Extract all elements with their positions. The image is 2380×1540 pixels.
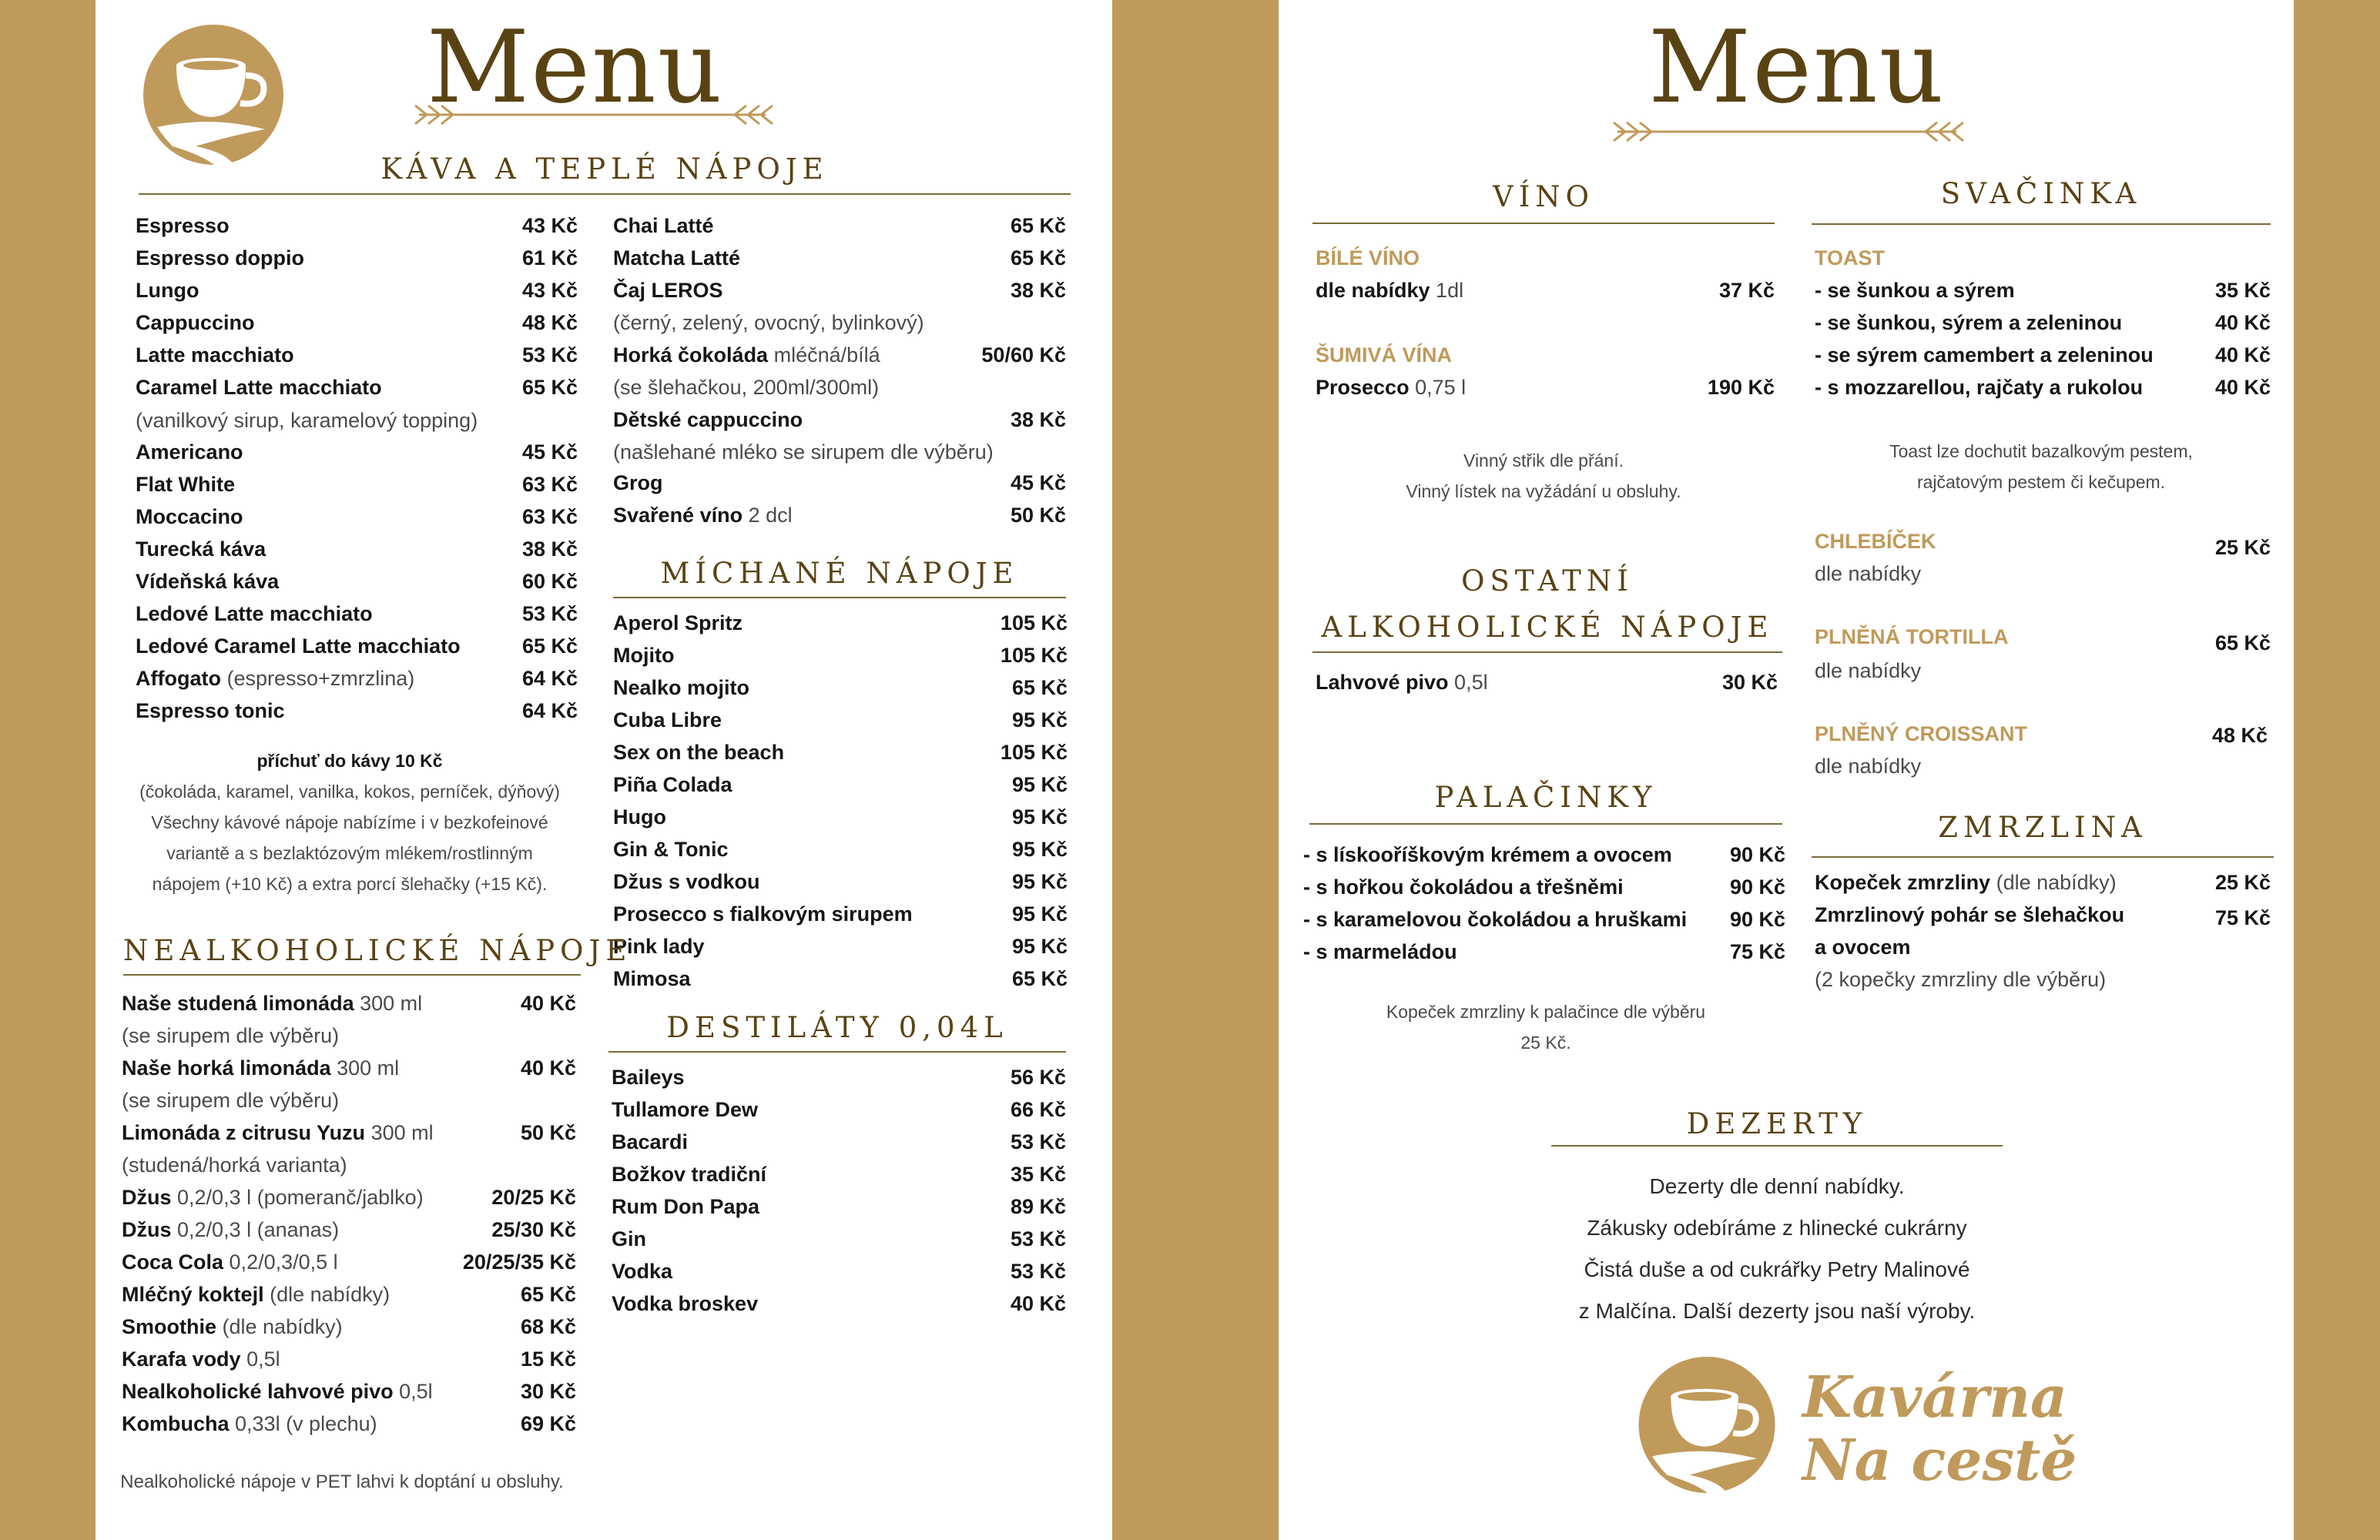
menu-item: [136, 539, 578, 560]
sparkling-category: ŠUMIVÁ VÍNA: [1316, 343, 1453, 367]
desserts-text: [1510, 1166, 2044, 1332]
item-price: 15 Kč: [520, 1348, 576, 1371]
item-name: Džus: [122, 1218, 172, 1241]
item-name: Prosecco: [1316, 376, 1410, 399]
arrow-divider-icon: [1610, 119, 1964, 145]
divider: [1812, 856, 2274, 858]
item-name: Piña Colada: [613, 773, 732, 796]
item-price: 66 Kč: [1010, 1098, 1066, 1121]
item-name: Espresso: [136, 214, 230, 237]
other-alcohol-heading: OSTATNÍ: [1461, 564, 1634, 598]
menu-item: [613, 904, 1068, 925]
item-note: dle nabídky: [1815, 562, 1922, 585]
toast-note: Toast lze dochutit bazalkovým pestem,: [1889, 441, 2193, 461]
menu-item: [122, 1220, 576, 1240]
item-price: 25 Kč: [2214, 536, 2271, 559]
menu-item: [612, 1100, 1066, 1120]
item-price: 95 Kč: [1011, 902, 1068, 926]
toast-note: rajčatovým pestem či kečupem.: [1916, 472, 2166, 492]
item-price: 190 Kč: [1707, 376, 1775, 399]
item-price: 35 Kč: [2214, 279, 2271, 302]
menu-item: [136, 280, 578, 301]
item-detail: 300 ml: [365, 1121, 434, 1144]
item-price: 38 Kč: [1010, 279, 1066, 302]
menu-item: [613, 678, 1068, 698]
menu-title: Menu: [427, 8, 724, 126]
item-price: 65 Kč: [2214, 631, 2271, 654]
desserts-heading: DEZERTY: [1686, 1107, 1868, 1140]
item-name: Božkov tradiční: [612, 1163, 767, 1186]
menu-item: [136, 377, 578, 398]
wine-heading: VÍNO: [1492, 180, 1595, 213]
menu-title: Menu: [1648, 8, 1946, 126]
divider: [613, 597, 1066, 598]
item-price: 50 Kč: [1010, 504, 1066, 527]
menu-item: [136, 345, 578, 366]
item-price: 40 Kč: [1010, 1292, 1066, 1315]
item-price: 105 Kč: [1000, 741, 1068, 764]
item-name: Tullamore Dew: [612, 1098, 759, 1121]
item-name: Vídeňská káva: [136, 570, 280, 593]
item-price: 53 Kč: [1010, 1130, 1066, 1153]
divider: [1312, 651, 1782, 653]
item-price: 40 Kč: [520, 992, 576, 1015]
menu-item: [613, 280, 1066, 301]
item-price: 20/25 Kč: [491, 1186, 576, 1209]
item-name: Cuba Libre: [613, 708, 722, 732]
wine-notes: [1312, 445, 1775, 507]
item-price: 65 Kč: [520, 1283, 576, 1306]
item-name: Lungo: [136, 279, 199, 302]
item-price: 56 Kč: [1010, 1066, 1066, 1089]
other-alcohol-heading-2: ALKOHOLICKÉ NÁPOJE: [1321, 611, 1774, 644]
item-name: Chai Latté: [613, 214, 714, 237]
item-price: 50 Kč: [520, 1121, 576, 1144]
menu-item: [612, 1164, 1066, 1185]
item-price: 30 Kč: [1721, 671, 1778, 694]
item-price: 95 Kč: [1011, 838, 1068, 861]
item-name: - s mozzarellou, rajčaty a rukolou: [1815, 376, 2144, 399]
item-name: Čaj LEROS: [613, 279, 723, 302]
item-name: Gin & Tonic: [613, 838, 729, 861]
item-detail: 0,75 l: [1409, 376, 1467, 399]
item-name: - s marmeládou: [1303, 940, 1457, 963]
item-price: 90 Kč: [1729, 875, 1785, 899]
menu-item: [612, 1261, 1066, 1282]
item-name: Mojito: [613, 644, 675, 667]
item-name: Cappuccino: [136, 311, 255, 334]
menu-item: [136, 216, 578, 236]
icecream-heading: ZMRZLINA: [1938, 811, 2147, 844]
item-price: 45 Kč: [1010, 471, 1066, 494]
mixed-heading: MÍCHANÉ NÁPOJE: [660, 557, 1019, 590]
divider: [1551, 1145, 2003, 1147]
item-name: Mléčný koktejl: [122, 1283, 264, 1306]
item-price: 61 Kč: [521, 246, 578, 270]
item-price: 40 Kč: [2214, 343, 2271, 367]
item-name: Pink lady: [613, 935, 705, 958]
menu-item: [136, 442, 578, 463]
croissant-category: PLNĚNÝ CROISSANT: [1815, 722, 2028, 745]
item-price: 65 Kč: [1011, 967, 1068, 990]
item-detail: 0,2/0,3 l (ananas): [171, 1218, 340, 1241]
flavor-line: nápojem (+10 Kč) a extra porcí šlehačky (+15 Kč).: [152, 874, 548, 894]
item-detail: 0,5l: [393, 1380, 433, 1403]
pancakes-heading: PALAČINKY: [1434, 781, 1658, 814]
menu-item: [1815, 377, 2271, 398]
item-name: Ledové Caramel Latte macchiato: [136, 634, 461, 658]
menu-item: [136, 571, 578, 592]
item-price: 63 Kč: [521, 505, 578, 528]
item-name: Baileys: [612, 1066, 685, 1089]
item-detail: 300 ml: [330, 1056, 400, 1080]
menu-item: [136, 474, 578, 495]
item-price: 37 Kč: [1718, 279, 1775, 302]
item-name: Naše studená limonáda: [122, 992, 354, 1015]
item-price: 60 Kč: [521, 570, 578, 593]
item-price: 89 Kč: [1010, 1195, 1066, 1218]
item-name: Nealkoholické lahvové pivo: [122, 1380, 394, 1403]
menu-item: [1316, 280, 1775, 301]
item-name: Karafa vody: [122, 1348, 241, 1371]
item-name: Mimosa: [613, 967, 691, 990]
dessert-line: Čistá duše a od cukrářky Petry Malinové: [1584, 1257, 1970, 1281]
menu-item: [613, 248, 1066, 269]
menu-item: [613, 969, 1068, 989]
pancake-note: 25 Kč.: [1520, 1033, 1571, 1053]
item-price: 48 Kč: [521, 311, 578, 334]
item-name: Kopeček zmrzliny: [1815, 871, 1991, 894]
item-price: 35 Kč: [1010, 1163, 1066, 1186]
arrow-divider-icon: [411, 102, 773, 128]
menu-item: [1316, 672, 1778, 693]
menu-item: [613, 742, 1068, 763]
menu-item: [613, 345, 1066, 366]
item-note: (se sirupem dle výběru): [122, 1024, 340, 1047]
item-price: 25/30 Kč: [491, 1218, 576, 1241]
item-price: 50/60 Kč: [981, 343, 1066, 367]
menu-item: [136, 313, 578, 333]
item-detail: 0,2/0,3/0,5 l: [223, 1250, 338, 1274]
menu-item: [1316, 377, 1775, 398]
menu-item: [613, 839, 1068, 860]
divider: [1309, 823, 1782, 825]
menu-item: [1815, 313, 2271, 333]
item-name: - s lískooříškovým krémem a ovocem: [1303, 843, 1672, 866]
item-price: 65 Kč: [1010, 214, 1066, 237]
pancake-notes: [1309, 996, 1782, 1058]
item-name: Moccacino: [136, 505, 243, 528]
menu-item: [136, 248, 578, 269]
item-name: Aperol Spritz: [613, 611, 743, 634]
item-name: Affogato: [136, 667, 221, 690]
wine-note: Vinný lístek na vyžádání u obsluhy.: [1406, 481, 1681, 501]
menu-item: [136, 604, 578, 624]
item-price: 40 Kč: [2214, 311, 2271, 334]
item-price: 75 Kč: [1729, 940, 1785, 963]
icecream-cup-name: Zmrzlinový pohár se šlehačkou: [1815, 903, 2125, 926]
item-name: Gin: [612, 1227, 646, 1250]
item-detail: (dle nabídky): [1990, 871, 2117, 894]
item-note: (černý, zelený, ovocný, bylinkový): [613, 311, 924, 334]
menu-item: [612, 1197, 1066, 1217]
menu-page-right: [1279, 0, 2294, 1540]
menu-item: [122, 1349, 576, 1370]
item-detail: mléčná/bílá: [768, 343, 880, 367]
item-price: 30 Kč: [520, 1380, 576, 1403]
menu-item: [1815, 280, 2271, 301]
spirits-heading: DESTILÁTY 0,04L: [666, 1011, 1008, 1044]
item-price: 45 Kč: [521, 440, 578, 464]
chlebicek-category: CHLEBÍČEK: [1815, 530, 1936, 553]
item-price: 25 Kč: [2214, 871, 2271, 894]
item-price: 95 Kč: [1011, 708, 1068, 732]
item-name: - se sýrem camembert a zeleninou: [1815, 343, 2154, 367]
menu-page-left: [96, 0, 1112, 1540]
item-name: Turecká káva: [136, 537, 266, 561]
item-price: 63 Kč: [521, 473, 578, 496]
menu-item: [122, 1414, 576, 1435]
menu-item: [1815, 872, 2271, 893]
tortilla-category: PLNĚNÁ TORTILLA: [1815, 625, 2009, 648]
divider: [1312, 223, 1775, 224]
menu-item: [136, 701, 578, 721]
item-name: Grog: [613, 471, 663, 494]
item-name: Dětské cappuccino: [613, 408, 803, 431]
item-price: 68 Kč: [520, 1315, 576, 1338]
item-price: 53 Kč: [521, 602, 578, 625]
divider: [139, 193, 1071, 195]
menu-item: [613, 645, 1068, 666]
item-note: (našlehané mléko se sirupem dle výběru): [613, 440, 994, 464]
item-detail: 0,2/0,3 l (pomeranč/jablko): [171, 1186, 424, 1209]
menu-item: [613, 710, 1068, 731]
item-name: Americano: [136, 440, 243, 464]
item-name: Vodka broskev: [612, 1292, 759, 1315]
snack-heading: SVAČINKA: [1940, 177, 2142, 210]
menu-item: [1303, 877, 1785, 898]
item-price: 53 Kč: [1010, 1227, 1066, 1250]
item-price: 69 Kč: [520, 1412, 576, 1435]
menu-item: [613, 505, 1066, 526]
item-name: Espresso doppio: [136, 246, 305, 270]
item-price: 105 Kč: [1000, 611, 1068, 634]
flavor-line: variantě a s bezlaktózovým mlékem/rostlinným: [166, 843, 533, 863]
dessert-line: Dezerty dle denní nabídky.: [1649, 1174, 1905, 1198]
flavor-line: Všechny kávové nápoje nabízíme i v bezkofeinové: [151, 812, 548, 832]
item-detail: 0,5l: [1448, 671, 1488, 694]
item-name: Kombucha: [122, 1412, 230, 1435]
item-price: 65 Kč: [1011, 676, 1068, 699]
item-name: Coca Cola: [122, 1250, 224, 1274]
item-name: Flat White: [136, 473, 235, 496]
menu-item: [122, 1123, 576, 1143]
menu-item: [136, 636, 578, 657]
item-name: Horká čokoláda: [613, 343, 769, 367]
menu-item: [122, 1317, 576, 1337]
item-note: (se sirupem dle výběru): [122, 1089, 340, 1112]
item-price: 65 Kč: [521, 634, 578, 658]
white-wine-category: BÍLÉ VÍNO: [1316, 246, 1420, 270]
menu-item: [613, 216, 1066, 236]
menu-item: [613, 410, 1066, 430]
brand-name: Kavárna: [1802, 1364, 2067, 1431]
item-price: 95 Kč: [1011, 773, 1068, 796]
flavor-notes: [119, 776, 581, 899]
item-name: Espresso tonic: [136, 699, 285, 722]
menu-item: [612, 1132, 1066, 1153]
menu-item: [613, 613, 1068, 634]
item-name: Bacardi: [612, 1130, 689, 1153]
item-name: Limonáda z citrusu Yuzu: [122, 1121, 366, 1144]
coffee-heading: KÁVA A TEPLÉ NÁPOJE: [380, 152, 829, 186]
item-name: Latte macchiato: [136, 343, 294, 367]
item-note: (studená/horká varianta): [122, 1153, 347, 1177]
item-name: Sex on the beach: [613, 741, 785, 764]
item-name: - s karamelovou čokoládou a hruškami: [1303, 908, 1688, 931]
menu-item: [136, 668, 578, 689]
menu-item: [136, 507, 578, 527]
item-detail: (dle nabídky): [216, 1315, 343, 1338]
item-price: 43 Kč: [521, 279, 578, 302]
menu-item: [122, 1058, 576, 1079]
item-detail: (dle nabídky): [263, 1283, 391, 1306]
item-name: Caramel Latte macchiato: [136, 376, 382, 399]
item-name: Naše horká limonáda: [122, 1056, 331, 1080]
item-price: 95 Kč: [1011, 935, 1068, 958]
item-price: 48 Kč: [2211, 724, 2268, 747]
item-name: Džus: [122, 1186, 172, 1209]
item-name: Prosecco s fialkovým sirupem: [613, 902, 913, 926]
menu-item: [612, 1229, 1066, 1250]
item-name: Vodka: [612, 1260, 673, 1283]
menu-item: [613, 807, 1068, 828]
menu-item: [1303, 942, 1785, 962]
item-price: 105 Kč: [1000, 644, 1068, 667]
item-name: Matcha Latté: [613, 246, 741, 270]
menu-item: [1303, 909, 1785, 930]
item-note: dle nabídky: [1815, 755, 1922, 778]
dessert-line: Zákusky odebíráme z hlinecké cukrárny: [1587, 1216, 1967, 1240]
item-note: (2 kopečky zmrzliny dle výběru): [1815, 968, 2107, 991]
item-name: - se šunkou, sýrem a zeleninou: [1815, 311, 2123, 334]
toast-notes: [1812, 436, 2271, 497]
soft-drinks-heading: NEALKOHOLICKÉ NÁPOJE: [123, 934, 632, 967]
item-price: 64 Kč: [521, 699, 578, 722]
dessert-line: z Malčína. Další dezerty jsou naší výroby.: [1578, 1299, 1976, 1323]
wine-note: Vinný střik dle přání.: [1463, 450, 1624, 470]
item-price: 38 Kč: [1010, 408, 1066, 431]
item-name: Svařené víno: [613, 504, 743, 527]
item-price: 64 Kč: [521, 667, 578, 690]
item-detail: (espresso+zmrzlina): [220, 667, 415, 690]
item-name: Smoothie: [122, 1315, 217, 1338]
menu-item: [1815, 345, 2271, 366]
item-detail: 0,33l (v plechu): [229, 1412, 377, 1435]
item-name: Hugo: [613, 805, 666, 829]
menu-item: [122, 1252, 576, 1273]
menu-item: [613, 775, 1068, 795]
menu-item: [613, 473, 1066, 494]
item-price: 40 Kč: [520, 1056, 576, 1080]
item-detail: 300 ml: [354, 992, 423, 1015]
item-price: 53 Kč: [521, 343, 578, 367]
item-note: dle nabídky: [1815, 659, 1922, 682]
cafe-logo-icon: [142, 23, 288, 166]
divider: [608, 1051, 1066, 1053]
menu-item: [612, 1067, 1066, 1088]
item-name: Lahvové pivo: [1316, 671, 1449, 694]
menu-item: [613, 872, 1068, 892]
item-name: Džus s vodkou: [613, 870, 760, 893]
item-name: Ledové Latte macchiato: [136, 602, 373, 625]
divider: [1812, 223, 2271, 225]
item-price: 90 Kč: [1729, 843, 1785, 866]
item-price: 95 Kč: [1011, 805, 1068, 829]
item-price: 38 Kč: [521, 537, 578, 561]
pancake-note: Kopeček zmrzliny k palačince dle výběru: [1386, 1002, 1706, 1022]
item-name: Nealko mojito: [613, 676, 750, 699]
item-price: 53 Kč: [1010, 1260, 1066, 1283]
item-name: Rum Don Papa: [612, 1195, 760, 1218]
caramel-note: (vanilkový sirup, karamelový topping): [136, 409, 478, 432]
item-name: dle nabídky: [1316, 279, 1430, 302]
menu-item: [613, 936, 1068, 957]
flavor-title: příchuť do kávy 10 Kč: [256, 751, 443, 771]
item-detail: 1dl: [1430, 279, 1464, 302]
item-detail: 2 dcl: [742, 504, 793, 527]
soft-footnote: Nealkoholické nápoje v PET lahvi k doptání u obsluhy.: [120, 1471, 564, 1492]
divider: [123, 974, 581, 976]
flavor-line: (čokoláda, karamel, vanilka, kokos, perníček, dýňový): [139, 782, 560, 802]
item-detail: 0,5l: [240, 1348, 280, 1371]
item-price: 43 Kč: [521, 214, 578, 237]
menu-item: [122, 1284, 576, 1305]
item-price: 20/25/35 Kč: [462, 1250, 576, 1274]
item-price: 75 Kč: [2214, 906, 2271, 929]
brand-name-2: Na cestě: [1802, 1428, 2077, 1494]
item-name: - se šunkou a sýrem: [1815, 279, 2015, 302]
menu-item: [122, 1381, 576, 1402]
item-price: 65 Kč: [1010, 246, 1066, 270]
icecream-cup-name-2: a ovocem: [1815, 936, 1911, 959]
item-note: (se šlehačkou, 200ml/300ml): [613, 376, 880, 399]
menu-item: [1303, 845, 1785, 865]
item-price: 40 Kč: [2214, 376, 2271, 399]
item-name: - s hořkou čokoládou a třešněmi: [1303, 875, 1624, 899]
menu-item: [122, 1187, 576, 1208]
item-price: 90 Kč: [1729, 908, 1785, 931]
menu-item: [612, 1294, 1066, 1314]
item-price: 65 Kč: [521, 376, 578, 399]
cafe-logo-icon: [1631, 1355, 1785, 1494]
menu-item: [122, 993, 576, 1014]
item-price: 95 Kč: [1011, 870, 1068, 893]
toast-category: TOAST: [1815, 246, 1886, 270]
